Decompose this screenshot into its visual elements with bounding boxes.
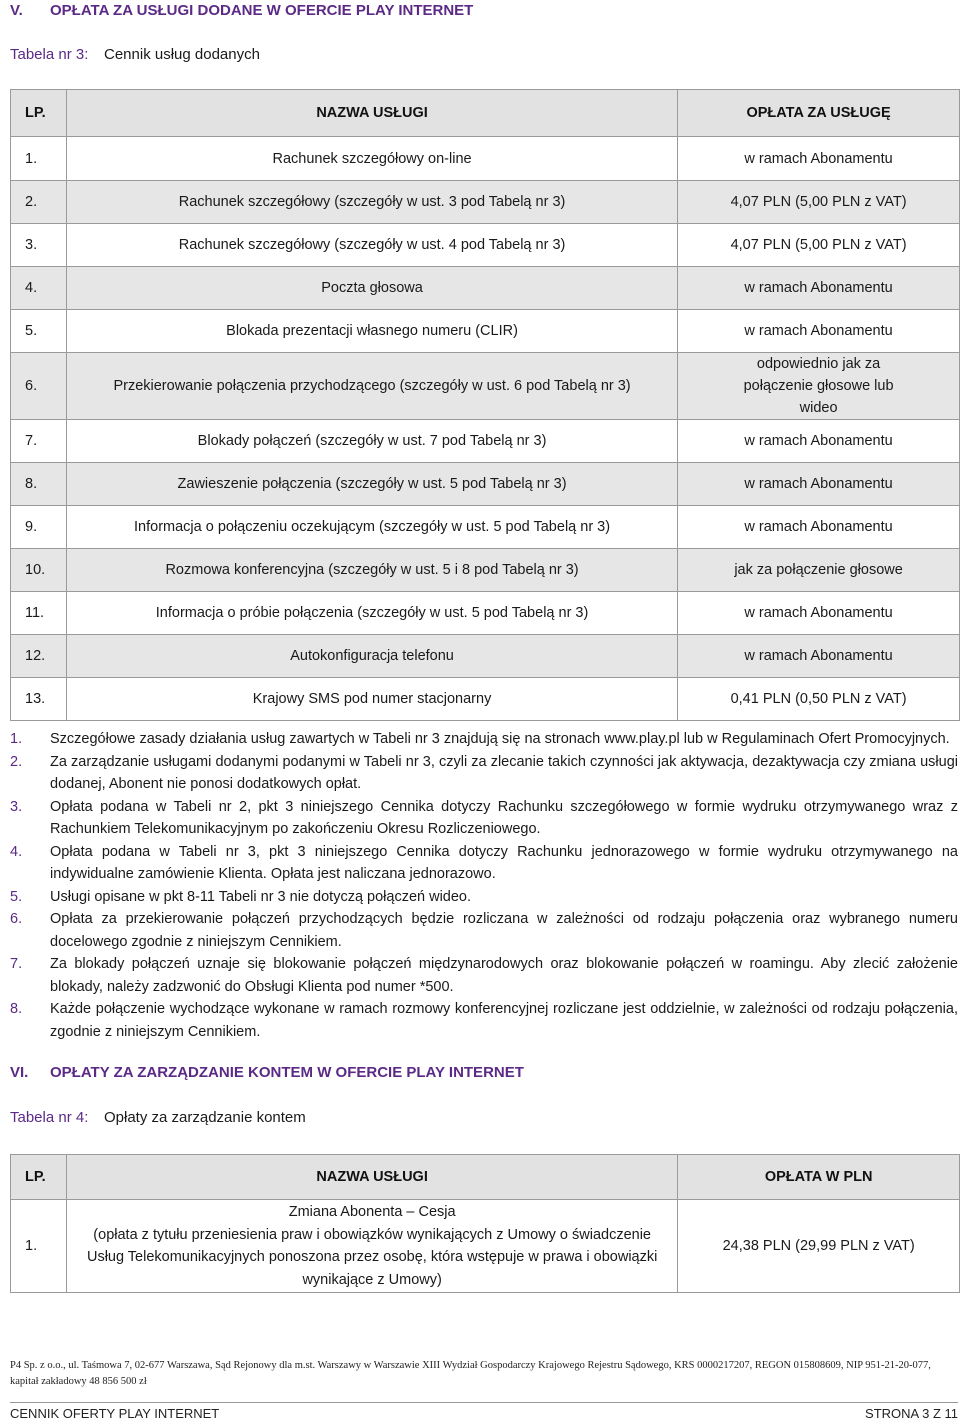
- note-item: [10, 728, 958, 751]
- row-name: Blokada prezentacji własnego numeru (CLIR): [66, 310, 677, 353]
- row-name: [66, 1200, 677, 1293]
- footer-page-number: STRONA 3 Z 11: [865, 1406, 958, 1421]
- table-row: [11, 549, 960, 592]
- row-name: Rachunek szczegółowy (szczegóły w ust. 4 pod Tabelą nr 3): [66, 224, 677, 267]
- table-row: [11, 137, 960, 181]
- table-row: [11, 506, 960, 549]
- row-lp: 1.: [11, 137, 67, 181]
- note-number: 6.: [10, 911, 23, 927]
- table-row: [11, 267, 960, 310]
- note-number: 5.: [10, 888, 23, 905]
- header-name: NAZWA USŁUGI: [66, 90, 677, 137]
- table-4: [10, 1154, 960, 1293]
- table-row: [11, 463, 960, 506]
- note-item: [10, 841, 958, 886]
- table-row: [11, 353, 960, 420]
- section-5-heading: [10, 2, 473, 19]
- note-text: Każde połączenie wychodzące wykonane w ramach rozmowy konferencyjnej rozliczane jest oddzielnie, w zależności od rodzaju połączenia, zgodnie z niniejszym Cennikiem.: [50, 1001, 958, 1040]
- row-name: Rachunek szczegółowy on-line: [66, 137, 677, 181]
- table-3: [10, 89, 960, 721]
- row-name: Poczta głosowa: [66, 267, 677, 310]
- header-lp: LP.: [11, 90, 67, 137]
- row-name: Informacja o próbie połączenia (szczegóły w ust. 5 pod Tabelą nr 3): [66, 592, 677, 635]
- footer-legal-text: P4 Sp. z o.o., ul. Taśmowa 7, 02-677 Warszawa, Sąd Rejonowy dla m.st. Warszawy w Warszawie XIII Wydział Gospodarczy Krajowego Rejestru Sądowego, KRS 0000217207, REGON 015808609, NIP 951-21-20-077, kapitał zakładowy 48 856 500 zł: [10, 1360, 931, 1387]
- row-name: Rachunek szczegółowy (szczegóły w ust. 3 pod Tabelą nr 3): [66, 181, 677, 224]
- row-lp: 2.: [11, 181, 67, 224]
- row-lp: 10.: [11, 549, 67, 592]
- table-row: [11, 678, 960, 721]
- header-fee: OPŁATA W PLN: [678, 1155, 960, 1200]
- note-item: [10, 998, 958, 1043]
- note-item: [10, 953, 958, 998]
- row-fee: w ramach Abonamentu: [678, 592, 960, 635]
- table-4-caption: [10, 1109, 306, 1126]
- note-text: Opłata podana w Tabeli nr 2, pkt 3 niniejszego Cennika dotyczy Rachunku szczegółowego w formie wydruku otrzymywanego wraz z Rachunkiem Telekomunikacyjnym po zakończeniu Okresu Rozliczeniowego.: [50, 798, 958, 837]
- row-fee: 0,41 PLN (0,50 PLN z VAT): [678, 678, 960, 721]
- section-number: V.: [10, 2, 23, 19]
- note-item: [10, 751, 958, 796]
- note-text: Szczegółowe zasady działania usług zawartych w Tabeli nr 3 znajdują się na stronach www.play.pl lub w Regulaminach Ofert Promocyjnych.: [50, 731, 950, 747]
- row-fee: 24,38 PLN (29,99 PLN z VAT): [678, 1200, 960, 1293]
- footer-document-title: CENNIK OFERTY PLAY INTERNET: [10, 1406, 220, 1421]
- table-header-row: [11, 90, 960, 137]
- row-lp: 12.: [11, 635, 67, 678]
- row-lp: 3.: [11, 224, 67, 267]
- note-number: 7.: [10, 956, 23, 972]
- header-fee: OPŁATA ZA USŁUGĘ: [678, 90, 960, 137]
- row-name: Blokady połączeń (szczegóły w ust. 7 pod Tabelą nr 3): [66, 420, 677, 463]
- note-text: Opłata podana w Tabeli nr 3, pkt 3 niniejszego Cennika dotyczy Rachunku jednorazowego w formie wydruku otrzymywanego na indywidualne zamówienie Klienta. Opłata jest naliczana jednorazowo.: [50, 843, 958, 882]
- footer-divider: [10, 1402, 958, 1403]
- row-name: Informacja o połączeniu oczekującym (szczegóły w ust. 5 pod Tabelą nr 3): [66, 506, 677, 549]
- note-number: 3.: [10, 798, 23, 815]
- table-row: [11, 635, 960, 678]
- row-fee: 4,07 PLN (5,00 PLN z VAT): [678, 224, 960, 267]
- table-row: [11, 181, 960, 224]
- note-text: Za blokady połączeń uznaje się blokowanie połączeń międzynarodowych oraz blokowanie połączeń w roamingu. Aby zlecić założenie blokady, należy zadzwonić do Obsługi Klienta pod numer *500.: [50, 956, 958, 995]
- note-item: [10, 908, 958, 953]
- table-row: [11, 420, 960, 463]
- note-text: Opłata za przekierowanie połączeń przychodzących będzie rozliczana w zależności od rodzaju połączenia oraz wybranego numeru docelowego zgodnie z niniejszym Cennikiem.: [50, 911, 958, 950]
- table-row: [11, 224, 960, 267]
- row-fee: w ramach Abonamentu: [678, 267, 960, 310]
- note-text: Usługi opisane w pkt 8-11 Tabeli nr 3 nie dotyczą połączeń wideo.: [50, 888, 472, 905]
- note-number: 2.: [10, 753, 23, 770]
- row-name: Rozmowa konferencyjna (szczegóły w ust. 5 i 8 pod Tabelą nr 3): [66, 549, 677, 592]
- table-label: Tabela nr 3:: [10, 46, 89, 63]
- table-caption-text: Cennik usług dodanych: [104, 46, 260, 63]
- note-item: [10, 796, 958, 841]
- table-row: [11, 592, 960, 635]
- row-lp: 1.: [11, 1200, 67, 1293]
- row-lp: 6.: [11, 353, 67, 420]
- table-row: [11, 310, 960, 353]
- row-fee: w ramach Abonamentu: [678, 310, 960, 353]
- row-name: Zawieszenie połączenia (szczegóły w ust. 5 pod Tabelą nr 3): [66, 463, 677, 506]
- note-item: [10, 886, 958, 909]
- row-fee: jak za połączenie głosowe: [678, 549, 960, 592]
- row-lp: 9.: [11, 506, 67, 549]
- row-lp: 13.: [11, 678, 67, 721]
- section-title: OPŁATA ZA USŁUGI DODANE W OFERCIE PLAY INTERNET: [50, 2, 474, 19]
- row-name: Krajowy SMS pod numer stacjonarny: [66, 678, 677, 721]
- row-lp: 7.: [11, 420, 67, 463]
- section-title: OPŁATY ZA ZARZĄDZANIE KONTEM W OFERCIE PLAY INTERNET: [50, 1064, 524, 1081]
- row-fee: 4,07 PLN (5,00 PLN z VAT): [678, 181, 960, 224]
- row-lp: 8.: [11, 463, 67, 506]
- note-text: Za zarządzanie usługami dodanymi podanymi w Tabeli nr 3, czyli za zlecanie takich czynności jak aktywacja, dezaktywacja czy zmiana usługi dodanej, Abonent nie ponosi dodatkowych opłat.: [50, 753, 958, 792]
- row-lp: 4.: [11, 267, 67, 310]
- note-number: 8.: [10, 1001, 23, 1017]
- note-number: 4.: [10, 843, 23, 860]
- row-fee: w ramach Abonamentu: [678, 635, 960, 678]
- note-number: 1.: [10, 731, 23, 747]
- row-name-line1: Zmiana Abonenta – Cesja: [288, 1204, 456, 1220]
- row-fee: w ramach Abonamentu: [678, 463, 960, 506]
- row-fee: w ramach Abonamentu: [678, 506, 960, 549]
- table-row: [11, 1200, 960, 1293]
- footer-bar: [10, 1406, 958, 1421]
- section-6-heading: [10, 1064, 524, 1081]
- row-name: Autokonfiguracja telefonu: [66, 635, 677, 678]
- row-fee: w ramach Abonamentu: [678, 137, 960, 181]
- notes-list: [10, 728, 958, 1043]
- header-name: NAZWA USŁUGI: [66, 1155, 677, 1200]
- row-lp: 11.: [11, 592, 67, 635]
- table-caption-text: Opłaty za zarządzanie kontem: [104, 1109, 306, 1126]
- table-3-caption: [10, 46, 260, 63]
- table-header-row: [11, 1155, 960, 1200]
- table-label: Tabela nr 4:: [10, 1109, 89, 1126]
- row-name: Przekierowanie połączenia przychodzącego (szczegóły w ust. 6 pod Tabelą nr 3): [66, 353, 677, 420]
- row-name-line2: (opłata z tytułu przeniesienia praw i obowiązków wynikających z Umowy o świadczenie Usług Telekomunikacyjnych ponoszona przez osobę, która wstępuje w prawa i obowiązki wynikające z Umowy): [86, 1226, 658, 1288]
- row-fee: w ramach Abonamentu: [678, 420, 960, 463]
- section-number: VI.: [10, 1064, 29, 1081]
- row-fee: odpowiednio jak za połączenie głosowe lub wideo: [678, 353, 960, 420]
- row-lp: 5.: [11, 310, 67, 353]
- header-lp: LP.: [11, 1155, 67, 1200]
